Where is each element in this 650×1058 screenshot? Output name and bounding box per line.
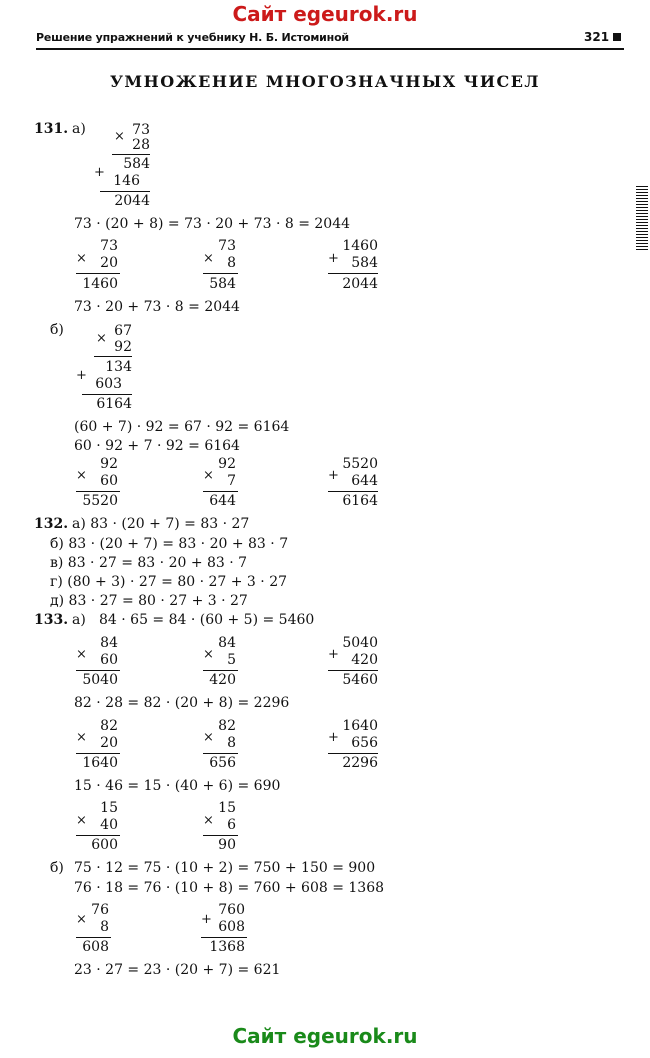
factor: 73	[218, 238, 236, 254]
product: 1460	[82, 276, 118, 292]
line	[94, 356, 132, 357]
line	[203, 670, 238, 671]
multiply-sign: ×	[203, 647, 214, 662]
line	[203, 753, 238, 754]
sum: 5460	[342, 672, 378, 688]
header-rule	[36, 48, 624, 50]
product: 644	[209, 493, 236, 509]
line	[76, 937, 111, 938]
multiply-sign: ×	[76, 468, 87, 483]
line	[76, 753, 120, 754]
item-label-131b: б)	[50, 322, 64, 338]
page-number: 321	[584, 30, 610, 44]
product: 656	[209, 755, 236, 771]
product: 608	[82, 939, 109, 955]
partial-product: 146	[113, 173, 140, 189]
addend: 760	[218, 902, 245, 918]
addend: 420	[351, 652, 378, 668]
line	[76, 670, 120, 671]
factor: 20	[100, 735, 118, 751]
factor: 8	[227, 255, 236, 271]
running-header-title: Решение упражнений к учебнику Н. Б. Истоминой	[36, 31, 349, 44]
factor: 92	[114, 339, 132, 355]
factor: 5	[227, 652, 236, 668]
equation: 76 · 18 = 76 · (10 + 8) = 760 + 608 = 1368	[74, 880, 385, 896]
plus-sign: +	[328, 730, 339, 745]
factor: 28	[132, 137, 150, 153]
equation: 15 · 46 = 15 · (40 + 6) = 690	[74, 778, 281, 794]
exercise-number-133: 133.	[34, 612, 69, 628]
addend: 5520	[342, 456, 378, 472]
equation: (60 + 7) · 92 = 67 · 92 = 6164	[74, 419, 290, 435]
plus-sign: +	[76, 368, 87, 383]
sum: 1368	[209, 939, 245, 955]
equation: 73 · (20 + 8) = 73 · 20 + 73 · 8 = 2044	[74, 216, 351, 232]
item-label-133a: а)	[72, 612, 86, 628]
factor: 76	[91, 902, 109, 918]
factor: 6	[227, 817, 236, 833]
sum: 2296	[342, 755, 378, 771]
multiply-sign: ×	[203, 813, 214, 828]
multiply-sign: ×	[76, 647, 87, 662]
equation: 82 · 28 = 82 · (20 + 8) = 2296	[74, 695, 290, 711]
factor: 82	[100, 718, 118, 734]
multiply-sign: ×	[203, 730, 214, 745]
equation-132g: г) (80 + 3) · 27 = 80 · 27 + 3 · 27	[50, 574, 288, 590]
product: 1640	[82, 755, 118, 771]
line	[328, 273, 378, 274]
line	[76, 491, 120, 492]
factor: 82	[218, 718, 236, 734]
equation: 73 · 20 + 73 · 8 = 2044	[74, 299, 240, 315]
factor: 73	[132, 122, 150, 138]
factor: 60	[100, 473, 118, 489]
site-watermark-bottom: Сайт egeurok.ru	[232, 1024, 418, 1048]
sum: 6164	[342, 493, 378, 509]
equation: 60 · 92 + 7 · 92 = 6164	[74, 438, 240, 454]
product: 420	[209, 672, 236, 688]
line	[328, 753, 378, 754]
line	[76, 273, 120, 274]
equation: 23 · 27 = 23 · (20 + 7) = 621	[74, 962, 281, 978]
site-watermark-top: Сайт egeurok.ru	[232, 2, 418, 26]
multiply-sign: ×	[114, 129, 125, 144]
product: 2044	[114, 193, 150, 209]
factor: 84	[100, 635, 118, 651]
product: 5520	[82, 493, 118, 509]
product: 90	[218, 837, 236, 853]
factor: 15	[218, 800, 236, 816]
sum: 2044	[342, 276, 378, 292]
plus-sign: +	[328, 647, 339, 662]
multiply-sign: ×	[76, 730, 87, 745]
addend: 1460	[342, 238, 378, 254]
partial-product: 134	[105, 359, 132, 375]
equation-132v: в) 83 · 27 = 83 · 20 + 83 · 7	[50, 555, 248, 571]
multiply-sign: ×	[203, 251, 214, 266]
section-title: УМНОЖЕНИЕ МНОГОЗНАЧНЫХ ЧИСЕЛ	[109, 72, 541, 91]
addend: 656	[351, 735, 378, 751]
factor: 8	[227, 735, 236, 751]
equation-132a: а) 83 · (20 + 7) = 83 · 27	[72, 516, 250, 532]
item-label-133b: б)	[50, 860, 64, 876]
multiply-sign: ×	[76, 251, 87, 266]
line	[100, 191, 150, 192]
plus-sign: +	[201, 912, 212, 927]
line	[82, 394, 132, 395]
product: 6164	[96, 396, 132, 412]
factor: 67	[114, 323, 132, 339]
exercise-number-131: 131.	[34, 121, 69, 137]
factor: 20	[100, 255, 118, 271]
line	[328, 670, 378, 671]
multiply-sign: ×	[96, 331, 107, 346]
line	[203, 273, 238, 274]
addend: 1640	[342, 718, 378, 734]
plus-sign: +	[94, 165, 105, 180]
product: 584	[209, 276, 236, 292]
line	[203, 835, 238, 836]
product: 5040	[82, 672, 118, 688]
factor: 92	[100, 456, 118, 472]
partial-product: 584	[123, 156, 150, 172]
plus-sign: +	[328, 468, 339, 483]
exercise-number-132: 132.	[34, 516, 69, 532]
equation: 75 · 12 = 75 · (10 + 2) = 750 + 150 = 900	[74, 860, 376, 876]
addend: 608	[218, 919, 245, 935]
line	[328, 491, 378, 492]
plus-sign: +	[328, 251, 339, 266]
edge-barcode-mark	[636, 186, 648, 250]
item-label-131a: а)	[72, 121, 86, 137]
multiply-sign: ×	[203, 468, 214, 483]
line	[203, 491, 238, 492]
partial-product: 603	[95, 376, 122, 392]
equation-132b: б) 83 · (20 + 7) = 83 · 20 + 83 · 7	[50, 536, 289, 552]
line	[201, 937, 247, 938]
factor: 15	[100, 800, 118, 816]
factor: 92	[218, 456, 236, 472]
factor: 7	[227, 473, 236, 489]
addend: 5040	[342, 635, 378, 651]
product: 600	[91, 837, 118, 853]
factor: 8	[100, 919, 109, 935]
line	[76, 835, 120, 836]
equation: 84 · 65 = 84 · (60 + 5) = 5460	[99, 612, 315, 628]
line	[112, 154, 150, 155]
addend: 584	[351, 255, 378, 271]
factor: 60	[100, 652, 118, 668]
multiply-sign: ×	[76, 912, 87, 927]
header-square-marker	[613, 33, 621, 41]
factor: 84	[218, 635, 236, 651]
equation-132d: д) 83 · 27 = 80 · 27 + 3 · 27	[50, 593, 248, 609]
multiply-sign: ×	[76, 813, 87, 828]
addend: 644	[351, 473, 378, 489]
factor: 40	[100, 817, 118, 833]
factor: 73	[100, 238, 118, 254]
